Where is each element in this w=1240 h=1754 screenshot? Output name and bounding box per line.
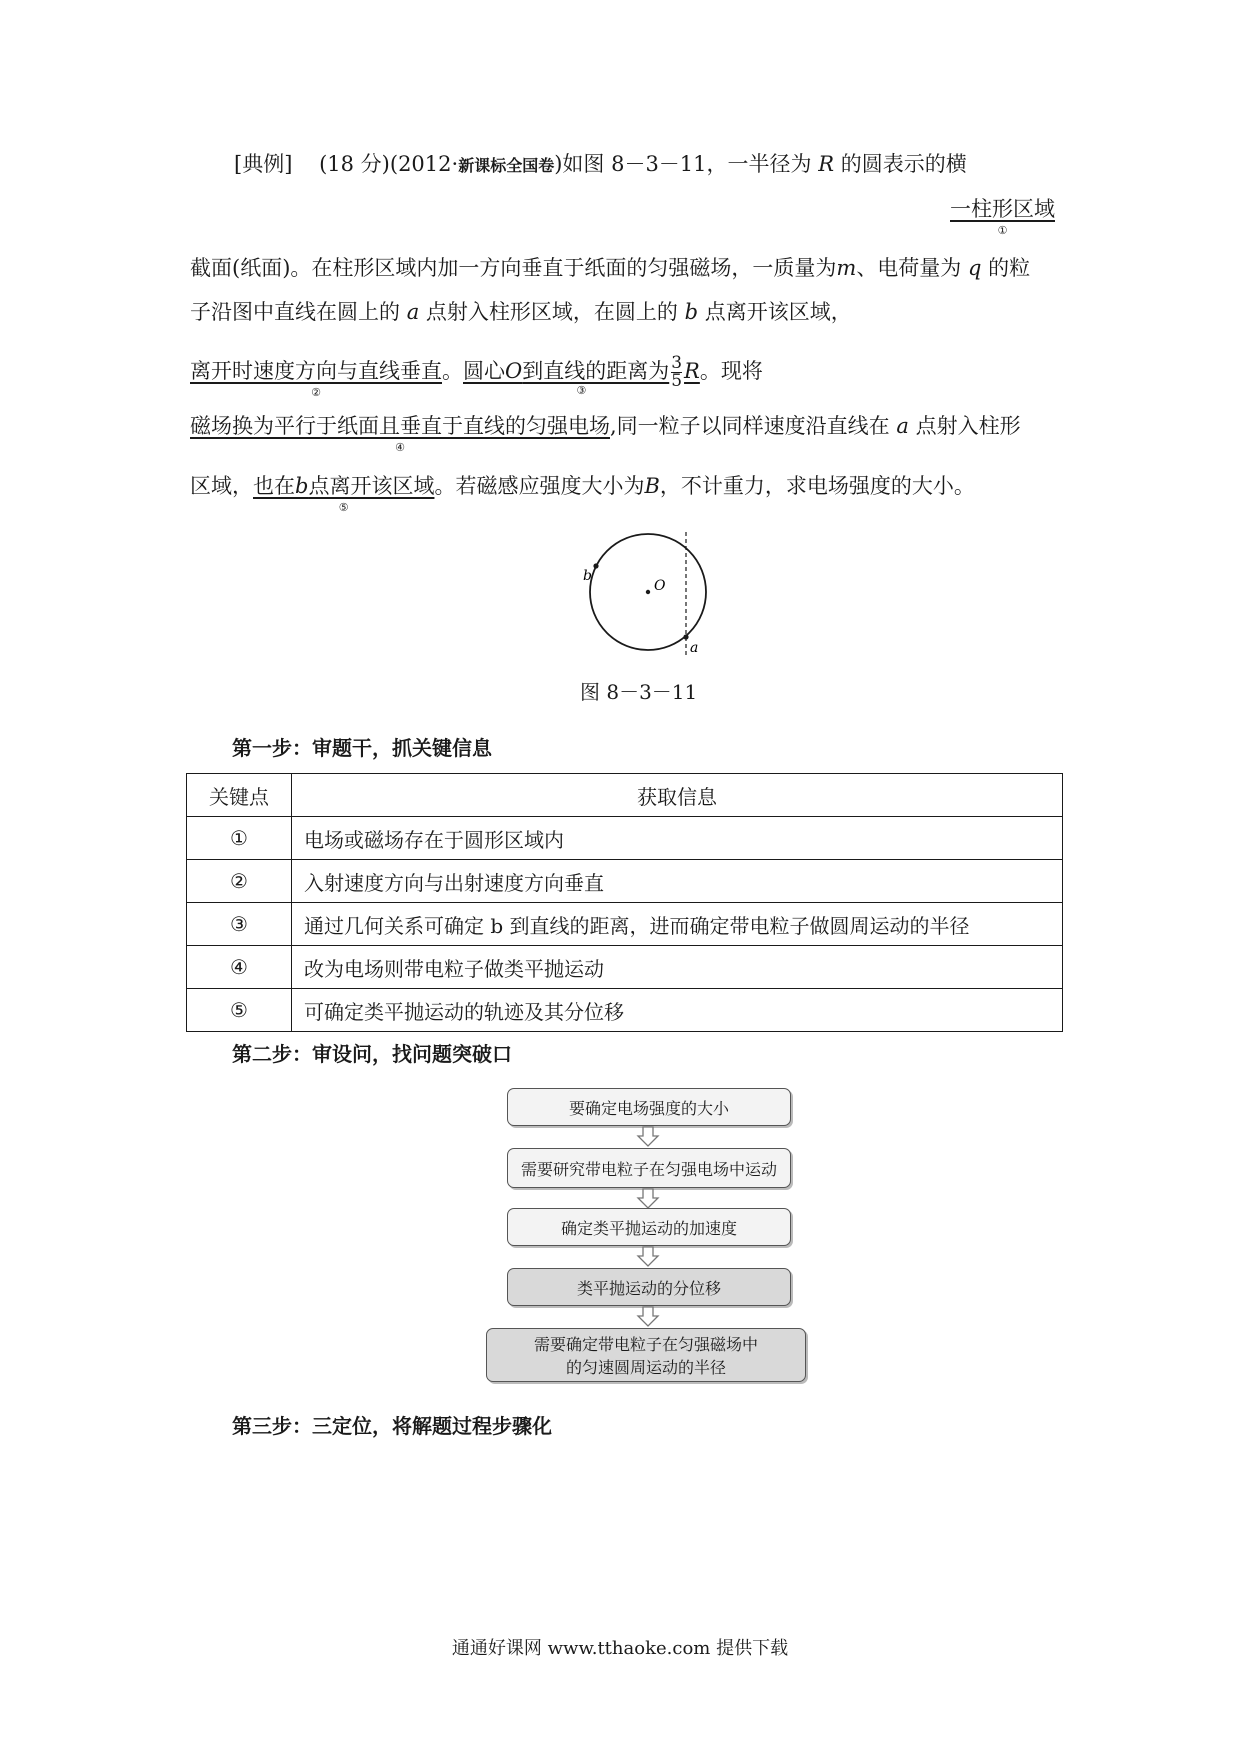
table-header: 关键点 — [187, 774, 292, 817]
step3-title: 第三步：三定位，将解题过程步骤化 — [232, 1414, 552, 1438]
table-cell: ③ — [187, 903, 292, 946]
down-arrow-icon — [636, 1188, 660, 1210]
underline-4: 磁场换为平行于纸面且垂直于直线的匀强电场 ④ — [190, 414, 610, 454]
table-header-row — [187, 774, 1063, 817]
step1-title: 第一步：审题干，抓关键信息 — [232, 736, 492, 760]
marker-2: ② — [311, 386, 321, 399]
table-row — [187, 946, 1063, 989]
var-b: b — [295, 474, 309, 498]
problem-text: 的粒 — [988, 256, 1031, 280]
problem-text: )如图 8－3－11，一半径为 — [554, 152, 812, 176]
problem-line-5 — [190, 353, 763, 399]
table-cell: ② — [187, 860, 292, 903]
var-m: m — [836, 256, 857, 280]
problem-text: ,同一粒子以同样速度沿直线在 — [610, 414, 890, 438]
point-b — [593, 563, 598, 568]
marker-5: ⑤ — [338, 501, 349, 514]
label-b: b — [583, 568, 592, 584]
figure-caption: 图 8－3－11 — [580, 680, 698, 704]
down-arrow-icon — [636, 1126, 660, 1148]
problem-text: 的圆表示的横 — [840, 152, 967, 176]
flow-box-4: 类平抛运动的分位移 — [507, 1268, 791, 1306]
flow-box-2: 需要研究带电粒子在匀强电场中运动 — [507, 1148, 791, 1188]
var-B: B — [644, 474, 660, 498]
problem-text: 。现将 — [699, 359, 763, 383]
underline-1: 一柱形区域 ① — [950, 197, 1055, 237]
fraction-3-5: $\frac{3}{5}$ — [671, 353, 683, 391]
label-O: O — [654, 578, 666, 594]
key-info-table — [186, 773, 1063, 1032]
point-O — [646, 590, 650, 594]
underline-5: 也在b点离开该区域 ⑤ — [253, 474, 435, 514]
problem-tag: [典例] — [234, 152, 293, 176]
problem-score: (18 分)(2012· — [319, 152, 459, 176]
marker-4: ④ — [395, 441, 405, 454]
problem-text: 点射入柱形 — [915, 414, 1021, 438]
label-a: a — [690, 640, 699, 656]
problem-text: 。 — [442, 359, 463, 383]
table-cell: 入射速度方向与出射速度方向垂直 — [292, 860, 1063, 903]
table-cell: ⑤ — [187, 989, 292, 1032]
problem-text: 截面(纸面)。在柱形区域内加一方向垂直于纸面的匀强磁场，一质量为 — [190, 256, 837, 280]
table-cell: 通过几何关系可确定 b 到直线的距离，进而确定带电粒子做圆周运动的半径 — [292, 903, 1063, 946]
table-row — [187, 989, 1063, 1032]
circle-figure — [570, 530, 730, 660]
problem-text: 点射入柱形区域，在圆上的 — [425, 300, 678, 324]
var-a: a — [896, 414, 909, 438]
problem-line-7 — [190, 472, 975, 514]
problem-text: 点离开该区域， — [704, 300, 852, 324]
problem-text: 区域， — [190, 474, 253, 498]
point-a — [683, 634, 688, 639]
down-arrow-icon — [636, 1306, 660, 1328]
problem-text: 子沿图中直线在圆上的 — [190, 300, 400, 324]
down-arrow-icon — [636, 1246, 660, 1268]
underline-2: 离开时速度方向与直线垂直 ② — [190, 359, 442, 399]
table-cell: ④ — [187, 946, 292, 989]
problem-source: 新课标全国卷 — [458, 156, 555, 175]
table-cell: 改为电场则带电粒子做类平抛运动 — [292, 946, 1063, 989]
var-R: R — [684, 359, 700, 383]
problem-text: 。若磁感应强度大小为 — [434, 474, 645, 498]
table-cell: ① — [187, 817, 292, 860]
problem-line-1 — [234, 150, 967, 180]
var-q: q — [968, 256, 982, 280]
problem-line-6 — [190, 412, 1021, 454]
table-cell: 电场或磁场存在于圆形区域内 — [292, 817, 1063, 860]
table-row — [187, 860, 1063, 903]
table-row — [187, 903, 1063, 946]
problem-line-2 — [950, 195, 1055, 237]
problem-text: ，不计重力，求电场强度的大小。 — [659, 474, 975, 498]
flow-box-5: 需要确定带电粒子在匀强磁场中的匀速圆周运动的半径 — [486, 1328, 806, 1382]
problem-line-4 — [190, 298, 852, 326]
marker-1: ① — [997, 224, 1008, 237]
page-footer: 通通好课网 www.tthaoke.com 提供下载 — [451, 1638, 789, 1659]
problem-line-3 — [190, 254, 1030, 282]
flow-box-1: 要确定电场强度的大小 — [507, 1088, 791, 1126]
var-O: O — [505, 359, 523, 383]
underline-3: 圆心O到直线的距离为 $\frac{3}{5}$ R ③ — [463, 353, 700, 397]
table-cell: 可确定类平抛运动的轨迹及其分位移 — [292, 989, 1063, 1032]
flow-box-3: 确定类平抛运动的加速度 — [507, 1208, 791, 1246]
table-header: 获取信息 — [292, 774, 1063, 817]
marker-3: ③ — [576, 384, 587, 397]
var-b: b — [684, 300, 699, 324]
step2-title: 第二步：审设问，找问题突破口 — [232, 1042, 512, 1066]
var-R: R — [818, 152, 835, 176]
problem-text: 、电荷量为 — [856, 256, 962, 280]
var-a: a — [406, 300, 420, 324]
table-row — [187, 817, 1063, 860]
